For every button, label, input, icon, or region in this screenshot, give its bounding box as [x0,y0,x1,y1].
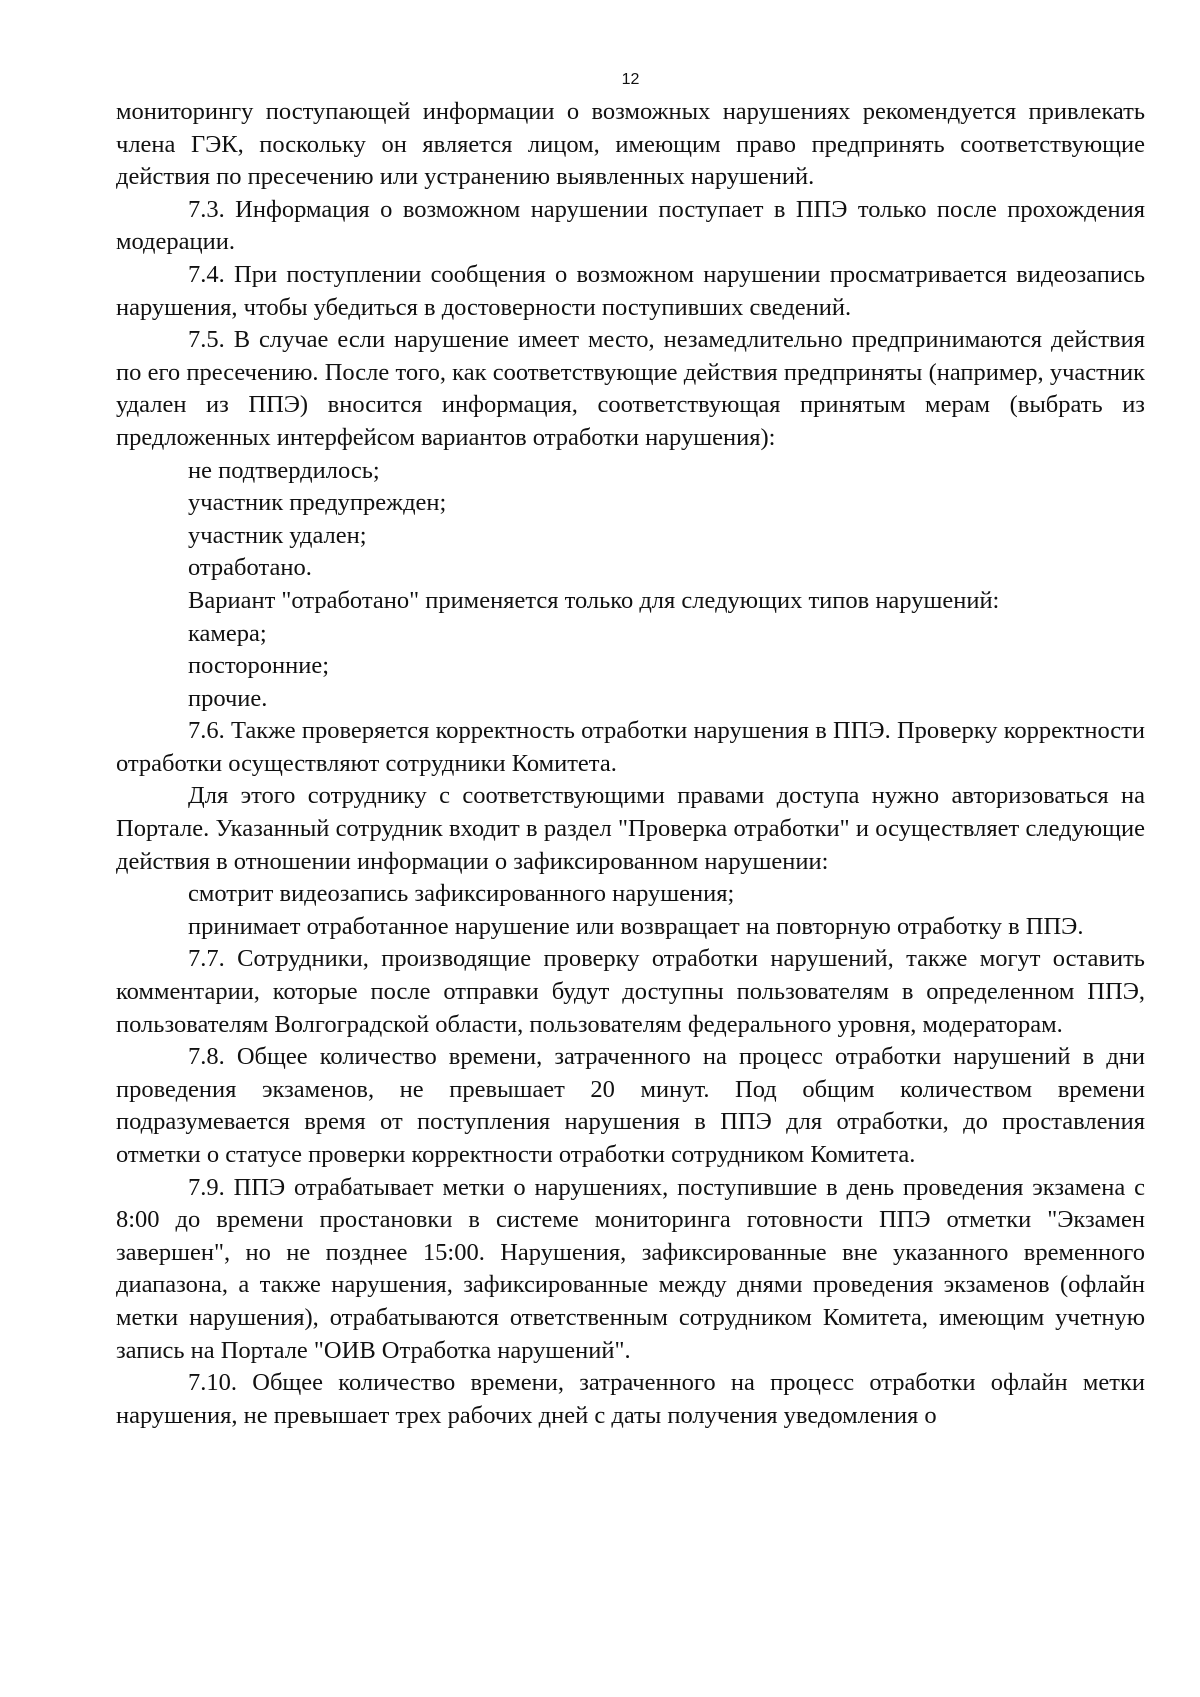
paragraph: 7.4. При поступлении сообщения о возможном нарушении просматривается видеозапись нарушения, чтобы убедиться в достоверности поступивших сведений. [116,260,1145,321]
paragraph: 7.6. Также проверяется корректность отработки нарушения в ППЭ. Проверку корректности отработки осуществляют сотрудники Комитета. [116,717,1145,777]
paragraph: Для этого сотруднику с соответствующими правами доступа нужно авторизоваться на Портале. Указанный сотрудник входит в раздел "Проверка отработки" и осуществляет следующие действия в отношении информации о зафиксированном нарушении: [116,782,1145,875]
paragraph: 7.3. Информация о возможном нарушении поступает в ППЭ только после прохождения модерации. [116,195,1145,256]
paragraph: 7.5. В случае если нарушение имеет место, незамедлительно предпринимаются действия по его пресечению. После того, как соответствующие действия предприняты (например, участник удален из ППЭ) вносится информация, соответствующая принятым мерам (выбрать из предложенных интерфейсом вариантов отработки нарушения): [116,326,1145,451]
list-item: отработано. [188,554,312,582]
page-number: 12 [621,71,640,88]
paragraph: 7.7. Сотрудники, производящие проверку отработки нарушений, также могут оставить комментарии, которые после отправки будут доступны пользователям в определенном ППЭ, пользователям Волгоградской области, пользователям федерального уровня, модераторам. [116,945,1145,1038]
paragraph: 7.8. Общее количество времени, затраченного на процесс отработки нарушений в дни проведения экзаменов, не превышает 20 минут. Под общим количеством времени подразумевается время от поступления нарушения в ППЭ для отработки, до проставления отметки о статусе проверки корректности отработки сотрудником Комитета. [116,1043,1145,1168]
list-item: Вариант "отработано" применяется только для следующих типов нарушений: [188,586,1000,614]
list-item: прочие. [188,684,268,712]
paragraph: 7.10. Общее количество времени, затраченного на процесс отработки офлайн метки нарушения, не превышает трех рабочих дней с даты получения уведомления о [116,1369,1145,1429]
list-item: участник предупрежден; [188,489,447,517]
paragraph: мониторингу поступающей информации о возможных нарушениях рекомендуется привлекать члена ГЭК, поскольку он является лицом, имеющим право предпринять соответствующие действия по пресечению или устранению выявленных нарушений. [116,98,1145,191]
paragraph: принимает отработанное нарушение или возвращает на повторную отработку в ППЭ. [188,912,1084,940]
paragraph: 7.9. ППЭ отрабатывает метки о нарушениях, поступившие в день проведения экзамена с 8:00 до времени простановки в системе мониторинга готовности ППЭ отметки "Экзамен завершен", но не позднее 15:00. Нарушения, зафиксированные вне указанного временного диапазона, а также нарушения, зафиксированные между днями проведения экзаменов (офлайн метки нарушения), отрабатываются ответственным сотрудником Комитета, имеющим учетную запись на Портале "ОИВ Отработка нарушений". [116,1173,1145,1364]
list-item: посторонние; [188,652,329,680]
list-item: камера; [188,619,267,647]
list-item: не подтвердилось; [188,456,380,484]
paragraph: смотрит видеозапись зафиксированного нарушения; [188,880,735,908]
body-text [116,96,1145,1432]
list-item: участник удален; [188,521,367,549]
